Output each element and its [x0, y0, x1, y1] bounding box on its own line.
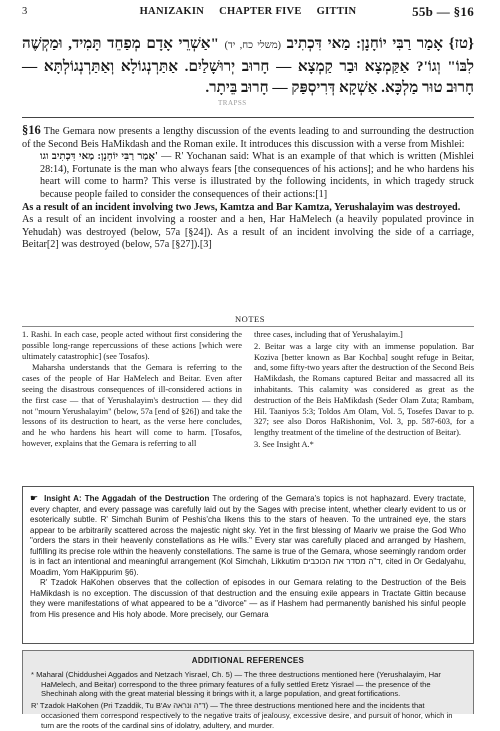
note-2: 2. Beitar was a large city with an immense population. Bar Koziva [better known as Bar Kochba] sought refuge in Beitar, and, some fifty-two years after the destruction of the Second Beis HaMikdash, the Romans captured Beitar and massacred all its inhabitants. This calamity was considered as great as the destruction of the Beis HaMikdash (Seder Olam Zuta; Rambam, Hil. Taaniyos 5:3; Toldos Am Olam, Vol. 5, Tosefes Davar to p. 327; see also Doros HaRishonim, Vol. 3, pp. 587-603, for a lengthy treatment of the timeline of the destruction of Beitar).: [254, 341, 474, 438]
elucidation: [22, 124, 474, 252]
insight-text-2: R' Tzadok HaKohen observes that the collection of episodes in our Gemara relating to the Destruction of the Beis HaMikdash is no exception. The discussion of that destruction and the ensuing exile appears in Tractate Gittin because they were manifestations of what appeared to be a "divorce" — as if Hashem had permanently banished his sinful people from His presence and His holy abode. More precisely, our Gemara: [30, 578, 466, 619]
notes-divider: [22, 326, 474, 327]
hebrew-gemara-text: [22, 33, 474, 98]
section-label: §16: [22, 123, 41, 137]
divider: [22, 117, 474, 118]
notes-right-column: [254, 330, 474, 452]
notes-section: [22, 330, 474, 452]
references-title: ADDITIONAL REFERENCES: [191, 656, 305, 665]
chapter-name: CHAPTER FIVE: [219, 6, 302, 17]
intro-paragraph: [22, 124, 474, 151]
insight-title: Insight A: The Aggadah of the Destruction: [44, 494, 210, 503]
yochanan-text: — R' Yochanan said: What is an example of that which is written (Mishlei 28:14), Fortunate is the man who always fears [the consequences of his actions]; and he who hardens his heart will come to harm? This verse is illustrated by the following incidents, in which tragedy struck because people failed to consider the consequences of their actions:[1]: [40, 151, 475, 200]
note-1: 1. Rashi. In each case, people acted without first considering the possible long-range repercussions of these actions [which were ultimately catastrophic] (see Tosafos).: [22, 330, 242, 361]
kamtza-text: As a result of an incident involving two Jews, Kamtza and Bar Kamtza, Yerushalayim was destroyed.: [22, 201, 461, 213]
hebrew-quote: אָמַר רַבִּי יוֹחָנָן: מַאי דִּכְתִיב וגו': [40, 151, 158, 163]
insight-box: [22, 486, 474, 644]
harhamelech-paragraph: [22, 214, 474, 252]
insight-text: The ordering of the Gemara's topics is not haphazard. Every tractate, every chapter, and every passage was carefully laid out by the Sages with precise intent, whether clearly evident to us or esoterically subtle. R' Simchah Bunim of Peshis'cha likens this to the stars of heaven. To the untrained eye, the stars appear to be arbitrarily scattered across the majestic night sky. Yet in the first blessing of Maariv we praise the God Who "orders the stars in their heavenly constellations as He wills." Every star was carefully placed and arranged by Hashem, fulfilling its precise role within the heavenly constellations. The same is true of the Gemara, whose seemingly random order is in fact an intentional and meaningful arrangement (Kol Simchah, Likkutim ד"ה מסדר את הכוכבים, cited in Or Gedalyahu, Moadim, Yom HaKippurim §6).: [30, 494, 466, 577]
additional-references-box: [22, 650, 474, 730]
notes-left-column: [22, 330, 242, 452]
running-header: [22, 6, 474, 22]
intro-text: The Gemara now presents a lengthy discussion of the events leading to and surrounding the destruction of the Second Beis HaMikdash and the Roman exile. It introduces this discussion with a verse from Mishlei:: [22, 126, 474, 150]
harhamelech-text: As a result of an incident involving a rooster and a hen, Har HaMelech (a heavily populated province in Yehudah) was destroyed (below, 57a [§24]). As a result of an incident involving the side of a carriage, Beitar[2] was destroyed (below, 57a [§27]).[3]: [22, 214, 474, 251]
reference-maharal: * Maharal (Chiddushei Aggados and Netzach Yisrael, Ch. 5) — The three destructions mentioned here (Yerushalayim, Har HaMelech, and Beitar) correspond to the three primary features of a fully settled Eretz Yisrael — the presence of the Shechinah along with the great material blessing it brings with it, a large population, and great fortifications.: [31, 669, 441, 699]
hebrew-part-1: אָמַר רַבִּי יוֹחָנָן: מַאי דִּכְתִיב: [286, 35, 443, 52]
pointing-hand-icon: ☛: [30, 493, 39, 503]
daf-reference: 55b — §16: [412, 4, 474, 19]
translit-label: TRAPSS: [218, 99, 247, 107]
section-marker: {טז}: [448, 35, 475, 52]
note-1-maharsha: Maharsha understands that the Gemara is referring to the cases of the people of Har HaMelech and Beitar. Even after seeing the disastrous consequences of ill-considered actions in the first case — that of Yerushalayim's destruction — they did not "mourn Yerushalayim" (below, 57a [end of §26]) and take the lessons of its destruction to heart, as the verse here concludes, and he who hardens his heart will come to harm. [Tosafos, however, explains that the Gemara is referring to all: [22, 363, 242, 448]
hebrew-part-2: "אַשְׁרֵי אָדָם מְפַחֵד תָּמִיד, וּמַקְשֶׁה לִבּוֹ" וְגוֹ'? אַקַּמְצָא וּבַר קַמְצָא — חָרוּב יְרוּשָׁלַיִם. אַתַּרְנְגוֹלָא וְאַתַּרְנְגוֹלְתָּא — חָרוּב טוּר מַלְכָּא. אַשְׁקָא דְּרִיסְפַּק — חָרוּב בֵּיתָר.: [22, 35, 474, 96]
page-number: 3: [22, 6, 28, 17]
tractate-name: GITTIN: [316, 6, 357, 17]
notes-heading: NOTES: [235, 314, 265, 324]
rabbi-yochanan-paragraph: [22, 151, 474, 201]
hebrew-citation: (משלי כח, יד): [224, 40, 281, 51]
kamtza-paragraph: [22, 202, 474, 215]
header-title: [22, 6, 474, 17]
note-1-end: three cases, including that of Yerushalayim.]: [254, 330, 403, 339]
book-name: HANIZAKIN: [139, 6, 205, 17]
reference-tzadok: R' Tzadok HaKohen (Pri Tzaddik, Tu B'Av ד"ה ונראה) — The three destructions mentioned here and the incidents that occasioned them correspond respectively to the negative traits of jealousy, excessive desire, and pursuit of honor, which in turn are the roots of the cardinal sins of idolatry, adultery, and murder.: [31, 701, 453, 730]
note-3: 3. See Insight A.*: [254, 439, 314, 449]
